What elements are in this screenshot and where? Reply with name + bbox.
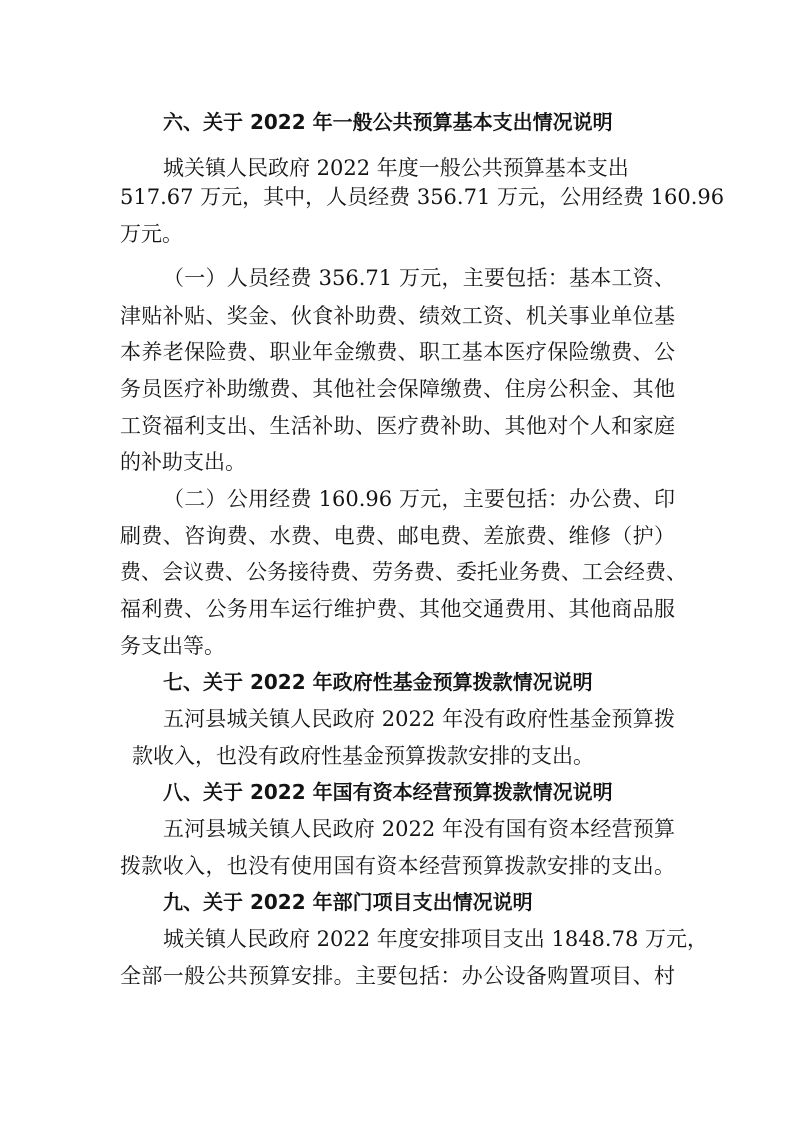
personnel-para-line: （一）人员经费 356.71 万元，主要包括：基本工资、 (163, 266, 675, 290)
personnel-para-line: 务员医疗补助缴费、其他社会保障缴费、住房公积金、其他 (120, 377, 675, 401)
section-9-heading: 九、关于 2022 年部门项目支出情况说明 (163, 890, 533, 914)
section-6-para-line: 万元。 (120, 222, 183, 246)
section-8-heading: 八、关于 2022 年国有资本经营预算拨款情况说明 (163, 780, 613, 804)
personnel-para-line: 津贴补贴、奖金、伙食补助费、绩效工资、机关事业单位基 (120, 304, 675, 328)
personnel-para-line: 本养老保险费、职业年金缴费、职工基本医疗保险缴费、公 (120, 340, 675, 364)
section-8-para-line: 五河县城关镇人民政府 2022 年没有国有资本经营预算 (163, 817, 675, 841)
section-6-para-line: 517.67 万元，其中，人员经费 356.71 万元，公用经费 160.96 (120, 185, 725, 209)
section-7-para-line: 五河县城关镇人民政府 2022 年没有政府性基金预算拨 (163, 707, 675, 731)
section-8-para-line: 拨款收入，也没有使用国有资本经营预算拨款安排的支出。 (120, 854, 675, 878)
public-para-line: 务支出等。 (120, 634, 225, 658)
section-6-para-line: 城关镇人民政府 2022 年度一般公共预算基本支出 (163, 156, 629, 180)
section-9-para-line: 全部一般公共预算安排。主要包括：办公设备购置项目、村 (120, 964, 675, 988)
public-para-line: 费、会议费、公务接待费、劳务费、委托业务费、工会经费、 (120, 560, 687, 584)
section-6-heading: 六、关于 2022 年一般公共预算基本支出情况说明 (163, 110, 613, 134)
section-9-para-line: 城关镇人民政府 2022 年度安排项目支出 1848.78 万元， (163, 927, 708, 951)
section-7-heading: 七、关于 2022 年政府性基金预算拨款情况说明 (163, 670, 593, 694)
personnel-para-line: 工资福利支出、生活补助、医疗费补助、其他对个人和家庭 (120, 414, 675, 438)
public-para-line: （二）公用经费 160.96 万元，主要包括：办公费、印 (163, 487, 675, 511)
section-7-para-line: 款收入，也没有政府性基金预算拨款安排的支出。 (132, 744, 594, 768)
personnel-para-line: 的补助支出。 (120, 450, 246, 474)
public-para-line: 福利费、公务用车运行维护费、其他交通费用、其他商品服 (120, 597, 675, 621)
public-para-line: 刷费、咨询费、水费、电费、邮电费、差旅费、维修（护） (120, 524, 675, 548)
